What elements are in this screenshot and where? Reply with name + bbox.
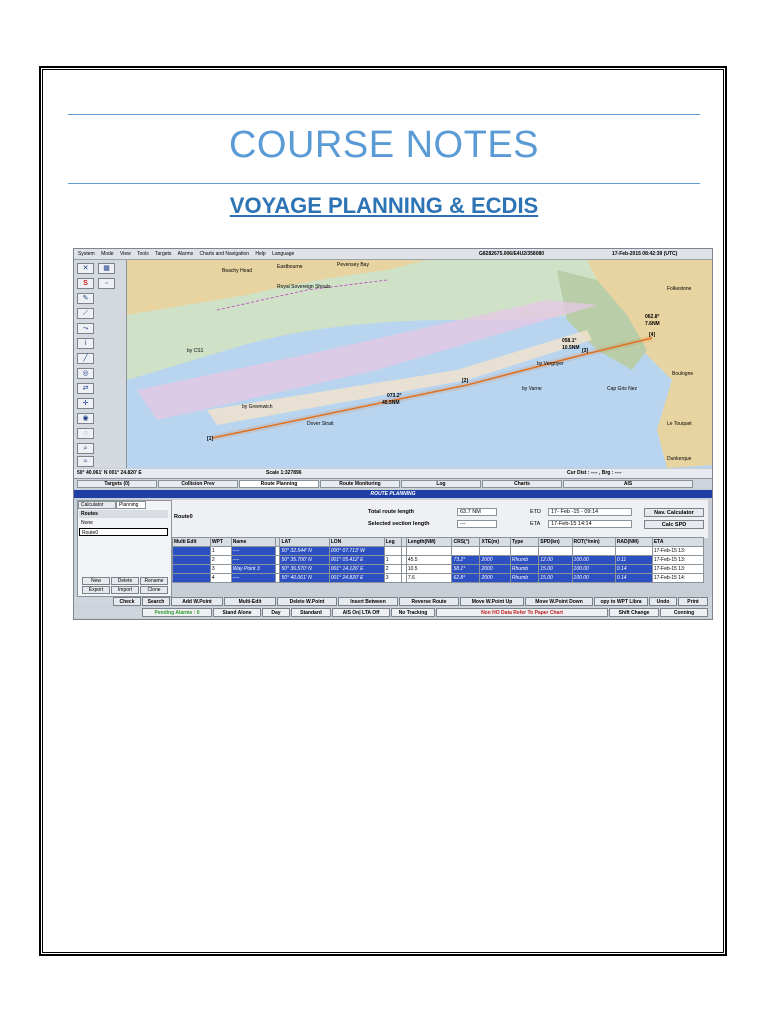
cell-wpt: 1	[210, 547, 231, 556]
cell-lon[interactable]: 001° 24.820' E	[329, 574, 384, 583]
menu-alarms[interactable]: Alarms	[177, 251, 194, 257]
ecdis-screenshot	[73, 248, 713, 620]
menu-language[interactable]: Language	[272, 251, 295, 257]
zoom-fit-icon[interactable]: ✕	[77, 263, 94, 274]
calc-spd-button[interactable]: Calc SPD	[644, 520, 704, 529]
cell-lon[interactable]: 000° 07.713' W	[329, 547, 384, 556]
check-route-button[interactable]: Check	[113, 597, 141, 606]
tab-route-planning[interactable]: Route Planning	[239, 480, 319, 488]
cell-rot[interactable]	[572, 547, 615, 556]
cell-length: 45.5	[406, 556, 452, 565]
place-cap-gris-nez: Cap Gris Nez	[607, 386, 638, 392]
wave-icon[interactable]: ≈	[77, 456, 94, 467]
cell-xte[interactable]: 2000	[480, 556, 510, 565]
add-waypoint-button[interactable]: Add W.Point	[171, 597, 223, 606]
waypoint-1-label: [1]	[207, 436, 214, 442]
col-spd: SPD(kn)	[539, 538, 572, 547]
total-route-length-label: Total route length	[368, 509, 415, 515]
waypoint-table	[172, 537, 704, 583]
cell-lat[interactable]: 50° 32.544' N	[280, 547, 329, 556]
cell-name[interactable]: Way Point 3	[231, 565, 275, 574]
cell-rot[interactable]: 100.00	[572, 556, 615, 565]
nautical-chart[interactable]	[127, 260, 712, 468]
row-checkbox[interactable]	[173, 565, 211, 574]
route-planning-header: ROUTE PLANNING	[74, 490, 712, 498]
export-route-button[interactable]: Export	[82, 586, 110, 594]
multi-edit-button[interactable]: Multi-Edit	[224, 597, 276, 606]
place-greenwich: by Greenwich	[242, 404, 273, 410]
reverse-route-button[interactable]: Reverse Route	[399, 597, 459, 606]
cell-spd[interactable]: 15.00	[539, 574, 572, 583]
menu-tools[interactable]: Tools	[137, 251, 149, 257]
route-list-panel	[77, 500, 172, 597]
row-checkbox[interactable]	[173, 547, 211, 556]
cell-spd[interactable]: 12.00	[539, 556, 572, 565]
leg1-course: 073.2°	[387, 393, 402, 399]
move-waypoint-down-button[interactable]: Move W.Point Down	[525, 597, 593, 606]
cell-rad: 0.11	[615, 556, 652, 565]
main-tab-bar	[74, 479, 712, 489]
pen-icon[interactable]: ✎	[77, 293, 94, 304]
table-row[interactable]	[173, 574, 704, 583]
col-crs: CRS(°)	[452, 538, 480, 547]
ruler-icon[interactable]: ⟋	[77, 308, 94, 319]
menu-charts-navigation[interactable]: Charts and Navigation	[199, 251, 249, 257]
cell-rad: 0.14	[615, 574, 652, 583]
place-varne: by Varne	[522, 386, 542, 392]
cell-length: 7.6	[406, 574, 452, 583]
nav-calculator-button[interactable]: Nav. Calculator	[644, 508, 704, 517]
insert-between-button[interactable]: Insert Between	[338, 597, 398, 606]
cell-eta: 17-Feb-15 14:	[652, 574, 703, 583]
cell-wpt: 3	[210, 565, 231, 574]
conning-button[interactable]: Conning	[660, 608, 708, 617]
cell-wpt: 2	[210, 556, 231, 565]
col-name: Name	[231, 538, 275, 547]
cell-lon[interactable]: 001° 05.412' E	[329, 556, 384, 565]
cell-xte[interactable]: 2000	[480, 565, 510, 574]
col-wpt: WPT	[210, 538, 231, 547]
blank-tool-icon[interactable]: ▫	[98, 278, 115, 289]
circle-icon[interactable]: ◉	[77, 413, 94, 424]
left-toolbar	[74, 260, 127, 468]
etd-input[interactable]: 17- Feb -15 - 09:14	[548, 508, 632, 516]
tab-ais[interactable]: AIS	[563, 480, 693, 488]
cell-type[interactable]: Rhumb	[510, 574, 538, 583]
route-icon[interactable]: ⤳	[77, 323, 94, 334]
place-royal-sovereign: Royal Sovereign Shoals	[277, 284, 331, 290]
cell-leg: 3	[384, 574, 402, 583]
cell-crs: 62.8°	[452, 574, 480, 583]
menu-targets[interactable]: Targets	[155, 251, 172, 257]
non-ho-data-warning: Non HO Data Refer To Paper Chart	[436, 608, 608, 617]
cell-type[interactable]: Rhumb	[510, 565, 538, 574]
selected-section-value: ---	[457, 520, 497, 528]
cell-leg: 1	[384, 556, 402, 565]
col-lat: LAT	[280, 538, 329, 547]
tab-collision-prev[interactable]: Collision Prev	[158, 480, 238, 488]
place-dover-strait: Dover Strait	[307, 421, 334, 427]
new-route-button[interactable]: New	[82, 577, 110, 585]
display-standard-button[interactable]: Standard	[291, 608, 331, 617]
leg3-course: 062.8°	[645, 314, 660, 320]
waypoint-icon[interactable]: ⇄	[77, 383, 94, 394]
cell-lat[interactable]: 50° 35.700' N	[280, 556, 329, 565]
leg2-course: 058.1°	[562, 338, 577, 344]
eta-label: ETA	[530, 521, 541, 527]
waypoint-table-header	[173, 538, 704, 547]
col-rad: RAD(NM)	[615, 538, 652, 547]
route-summary-panel	[172, 500, 708, 538]
col-rot: ROT(°/min)	[572, 538, 615, 547]
cell-leg: 2	[384, 565, 402, 574]
waypoint-3-label: [3]	[582, 348, 589, 354]
total-route-length-value: 63.7 NM	[457, 508, 497, 516]
col-leg: Leg	[384, 538, 402, 547]
row-checkbox[interactable]	[173, 574, 211, 583]
subtab-calculator[interactable]: Calculator	[78, 501, 116, 509]
place-cs1: by CS1	[187, 348, 204, 354]
cell-crs: 73.2°	[452, 556, 480, 565]
cell-spd[interactable]: 15.00	[539, 565, 572, 574]
search-route-button[interactable]: Search	[142, 597, 170, 606]
pending-alarms-indicator[interactable]: Pending Alarms : 0	[142, 608, 212, 617]
cell-eta: 17-Feb-15 13:	[652, 547, 703, 556]
ais-lta-toggle[interactable]: AIS On| LTA Off	[332, 608, 390, 617]
menu-mode[interactable]: Mode	[101, 251, 114, 257]
cell-rot[interactable]: 100.00	[572, 574, 615, 583]
delete-route-button[interactable]: Delete	[111, 577, 139, 585]
scale-readout: Scale 1:327896	[266, 470, 302, 476]
system-id: G8282675.006/E4U2/358080	[479, 251, 545, 257]
cell-leg	[384, 547, 402, 556]
route-name: Route0	[174, 514, 193, 520]
delete-waypoint-button[interactable]: Delete W.Point	[277, 597, 337, 606]
col-xte: XTE(m)	[480, 538, 510, 547]
cell-eta: 17-Feb-15 13:	[652, 556, 703, 565]
leg1-distance: 45.5NM	[382, 400, 400, 406]
print-button[interactable]: Print	[678, 597, 708, 606]
cursor-distance: Cur Dist : ---- , Brg : ----	[567, 470, 622, 476]
col-length: Length(NM)	[406, 538, 452, 547]
bottom-status-bar	[74, 607, 712, 618]
cell-lat[interactable]: 50° 40.061' N	[280, 574, 329, 583]
col-lon: LON	[329, 538, 384, 547]
place-eastbourne: Eastbourne	[277, 264, 303, 270]
etd-label: ETD	[530, 509, 541, 515]
table-row[interactable]	[173, 556, 704, 565]
cell-rad: 0.14	[615, 565, 652, 574]
col-eta: ETA	[652, 538, 703, 547]
position-readout: 50° 40.061' N 001° 24.820' E	[77, 470, 142, 476]
place-beachy-head: Beachy Head	[222, 268, 253, 274]
cell-eta: 17-Feb-15 13:	[652, 565, 703, 574]
cell-length	[406, 547, 452, 556]
search-icon[interactable]: ⌕	[77, 443, 94, 454]
cell-spd[interactable]	[539, 547, 572, 556]
menu-view[interactable]: View	[119, 251, 131, 257]
subtab-planning[interactable]: Planning	[116, 501, 146, 509]
cell-crs	[452, 547, 480, 556]
waypoint-4-label: [4]	[649, 332, 656, 338]
s-mode-icon[interactable]: S	[77, 278, 94, 289]
page-title: COURSE NOTES	[228, 124, 540, 166]
cell-crs: 58.1°	[452, 565, 480, 574]
cell-type[interactable]	[510, 547, 538, 556]
tab-charts[interactable]: Charts	[482, 480, 562, 488]
cell-lon[interactable]: 001° 14.126' E	[329, 565, 384, 574]
menu-items	[78, 249, 299, 259]
cell-name[interactable]: ----	[231, 574, 275, 583]
undo-button[interactable]: Undo	[649, 597, 677, 606]
tab-targets[interactable]: Targets (0)	[77, 480, 157, 488]
place-le-touquet: Le Touquet	[667, 421, 692, 427]
menu-system[interactable]: System	[78, 251, 95, 257]
cell-lat[interactable]: 50° 36.570' N	[280, 565, 329, 574]
cell-type[interactable]: Rhumb	[510, 556, 538, 565]
title-rule-bottom	[68, 183, 700, 184]
route-item-none[interactable]: None	[81, 520, 93, 526]
crosshair-icon[interactable]: ✛	[77, 398, 94, 409]
leg3-distance: 7.6NM	[645, 321, 660, 327]
chart-status-line	[74, 469, 712, 479]
tab-route-monitoring[interactable]: Route Monitoring	[320, 480, 400, 488]
line-icon[interactable]: ╱	[77, 353, 94, 364]
cell-xte[interactable]	[480, 547, 510, 556]
subtitle-text: VOYAGE PLANNING & ECDIS	[229, 193, 539, 218]
cell-name[interactable]: ----	[231, 556, 275, 565]
col-type: Type	[510, 538, 538, 547]
menu-help[interactable]: Help	[255, 251, 266, 257]
stand-alone-button[interactable]: Stand Alone	[213, 608, 261, 617]
target-icon[interactable]: ◎	[77, 368, 94, 379]
place-pevensey: Pevensey Bay	[337, 262, 369, 268]
cell-wpt: 4	[210, 574, 231, 583]
route-item-route0[interactable]: Route0	[79, 528, 168, 536]
info-icon[interactable]: i	[77, 338, 94, 349]
leg2-distance: 10.5NM	[562, 345, 580, 351]
shift-change-button[interactable]: Shift Change	[609, 608, 659, 617]
import-route-button[interactable]: Import	[111, 586, 139, 594]
rename-route-button[interactable]: Rename	[140, 577, 168, 585]
move-waypoint-up-button[interactable]: Move W.Point Up	[460, 597, 524, 606]
waypoint-action-bar	[74, 597, 712, 606]
system-time: 17-Feb-2015 08:42:39 (UTC)	[612, 251, 678, 257]
title-rule-top	[68, 114, 700, 115]
copy-to-wpt-library-button[interactable]: opy to WPT Libra	[594, 597, 648, 606]
page-subtitle	[68, 193, 700, 219]
place-vergoyer: by Vergoyer	[537, 361, 564, 367]
cell-rad	[615, 547, 652, 556]
cell-rot[interactable]: 100.00	[572, 565, 615, 574]
tab-log[interactable]: Log	[401, 480, 481, 488]
clone-route-button[interactable]: Clone	[140, 586, 168, 594]
eta-value: 17-Feb-15 14:14	[548, 520, 632, 528]
cell-name[interactable]: ----	[231, 547, 275, 556]
row-checkbox[interactable]	[173, 556, 211, 565]
erase-icon[interactable]: ◌	[77, 428, 94, 439]
cell-xte[interactable]: 2000	[480, 574, 510, 583]
tracking-status-button[interactable]: No Tracking	[391, 608, 435, 617]
selected-section-label: Selected section length	[368, 521, 430, 527]
table-row[interactable]	[173, 565, 704, 574]
place-boulogne: Boulogne	[672, 371, 694, 377]
routes-header: Routes	[79, 510, 168, 518]
waypoint-2-label: [2]	[462, 378, 469, 384]
menu-bar	[74, 249, 712, 260]
col-multi-edit[interactable]: Multi Edit	[173, 538, 211, 547]
day-mode-button[interactable]: Day	[262, 608, 290, 617]
table-row[interactable]	[173, 547, 704, 556]
place-folkestone: Folkestone	[667, 286, 692, 292]
hdg-icon[interactable]: ▦	[98, 263, 115, 274]
cell-length: 10.5	[406, 565, 452, 574]
place-dunkerque: Dunkerque	[667, 456, 692, 462]
